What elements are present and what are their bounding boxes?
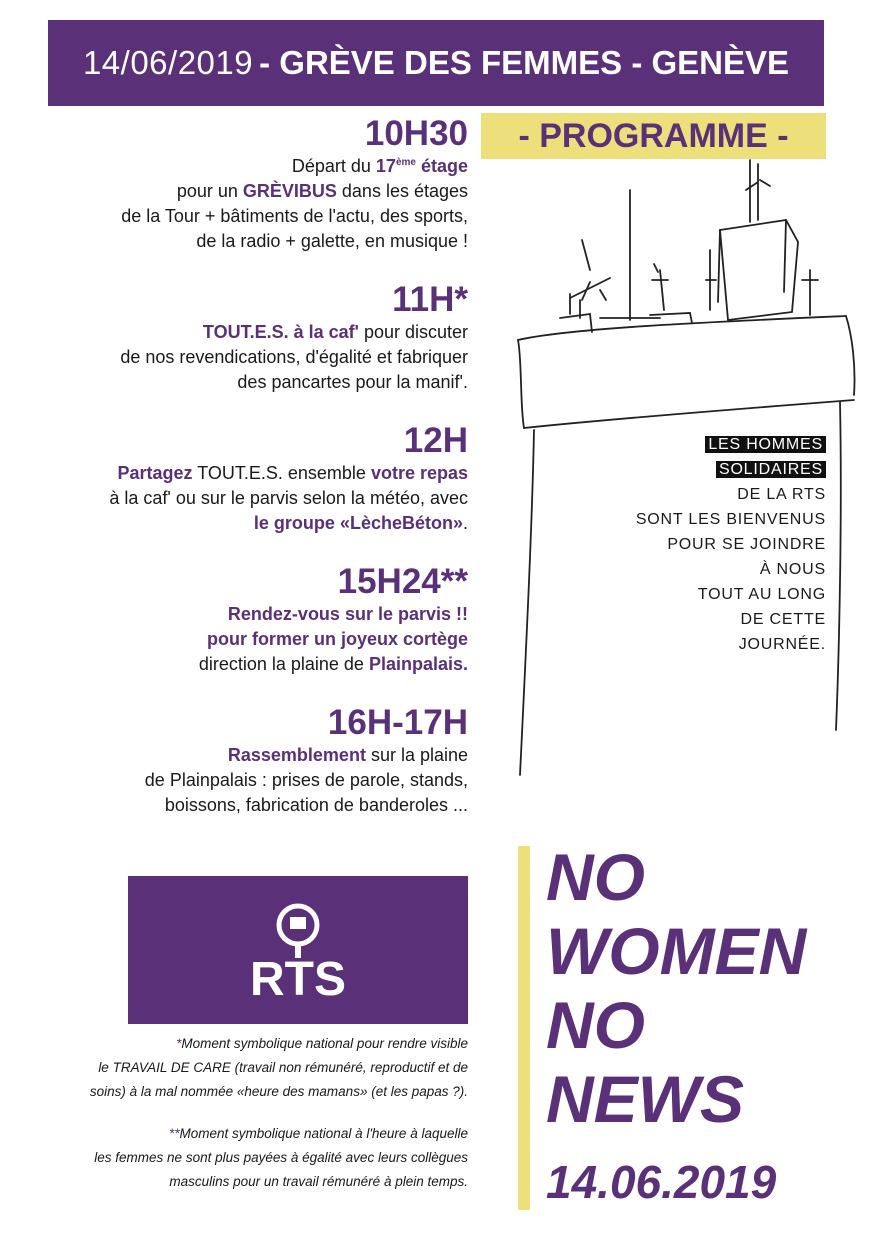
event-line: de Plainpalais : prises de parole, stands, xyxy=(144,770,468,790)
event-line: de la Tour + bâtiments de l'actu, des sports, xyxy=(121,206,468,226)
slogan-date: 14.06.2019 xyxy=(546,1156,777,1208)
solidaires-line: JOURNÉE. xyxy=(738,636,826,653)
text: le TRAVAIL DE CARE (travail non rémunéré, reproductif et de xyxy=(98,1060,468,1075)
solidaires-line: SOLIDAIRES xyxy=(716,461,826,478)
text: Moment symbolique national pour rendre visible xyxy=(181,1036,468,1051)
solidaires-message xyxy=(590,432,826,657)
yellow-accent-bar xyxy=(518,846,530,1210)
text-highlight: Partagez xyxy=(117,463,193,483)
event-line: Rendez-vous sur le parvis !! xyxy=(227,604,468,624)
footnote-marker: * xyxy=(176,1036,182,1051)
event-time: 12H xyxy=(403,421,468,460)
footnotes xyxy=(30,1032,468,1212)
header-banner xyxy=(48,20,824,106)
solidaires-line: LES HOMMES xyxy=(705,436,826,453)
solidaires-line: DE CETTE xyxy=(740,611,826,628)
text: soins) à la mal nommée «heure des mamans» (et les papas ?). xyxy=(89,1084,468,1099)
header-title: - GRÈVE DES FEMMES - GENÈVE xyxy=(259,44,790,81)
footnote-marker: ** xyxy=(168,1126,180,1141)
event-line: de nos revendications, d'égalité et fabriquer xyxy=(120,347,468,367)
solidaires-line: SONT LES BIENVENUS xyxy=(635,511,826,528)
footnote-1 xyxy=(30,1032,468,1104)
header-date: 14/06/2019 xyxy=(82,44,254,81)
slogan xyxy=(546,840,806,1136)
text: masculins pour un travail rémunéré à plein temps. xyxy=(169,1174,468,1189)
event-time: 15H24** xyxy=(337,562,468,601)
event-16h-17h xyxy=(40,703,468,818)
footnote-2 xyxy=(30,1122,468,1194)
text-highlight: le groupe «LècheBéton» xyxy=(253,513,463,533)
text: Départ du xyxy=(291,156,376,176)
event-1030 xyxy=(40,114,468,254)
slogan-line: NEWS xyxy=(546,1062,744,1136)
schedule xyxy=(40,114,468,844)
event-line: des pancartes pour la manif'. xyxy=(237,372,468,392)
rts-logo xyxy=(128,876,468,1024)
solidaires-line: POUR SE JOINDRE xyxy=(667,536,826,553)
event-time: 10H30 xyxy=(364,114,468,153)
text-highlight: votre repas xyxy=(370,463,468,483)
programme-label: - PROGRAMME - xyxy=(481,113,826,159)
rts-logo-text: RTS xyxy=(250,953,346,1005)
text: pour discuter xyxy=(358,322,468,342)
solidaires-line: TOUT AU LONG xyxy=(697,586,826,603)
text-highlight: Plainpalais. xyxy=(368,654,468,674)
event-time: 16H-17H xyxy=(327,703,468,742)
event-line: pour former un joyeux cortège xyxy=(206,629,468,649)
event-11h xyxy=(40,280,468,395)
text: TOUT.E.S. ensemble xyxy=(192,463,371,483)
text-highlight: Rassemblement xyxy=(227,745,366,765)
text-highlight: TOUT.E.S. à la caf' xyxy=(202,322,359,342)
event-time: 11H* xyxy=(392,280,468,319)
text: Moment symbolique national à l'heure à laquelle xyxy=(179,1126,468,1141)
superscript: ème xyxy=(395,157,416,168)
text: étage xyxy=(415,156,468,176)
event-line: boissons, fabrication de banderoles ... xyxy=(164,795,468,815)
text: 17 xyxy=(375,156,396,176)
text: sur la plaine xyxy=(365,745,468,765)
rts-logo-icon xyxy=(228,895,368,1005)
text: les femmes ne sont plus payées à égalité avec leurs collègues xyxy=(94,1150,468,1165)
slogan-line: NO xyxy=(546,988,645,1062)
slogan-line: WOMEN xyxy=(546,914,807,988)
solidaires-line: DE LA RTS xyxy=(737,486,826,503)
text: direction la plaine de xyxy=(198,654,369,674)
solidaires-line: À NOUS xyxy=(759,561,826,578)
text: pour un xyxy=(176,181,243,201)
text-highlight: GRÈVIBUS xyxy=(242,181,337,201)
event-line: à la caf' ou sur le parvis selon la météo, avec xyxy=(109,488,468,508)
event-line: de la radio + galette, en musique ! xyxy=(196,231,468,251)
text: dans les étages xyxy=(336,181,468,201)
event-15h24 xyxy=(40,562,468,677)
event-12h xyxy=(40,421,468,536)
text: . xyxy=(462,513,468,533)
slogan-line: NO xyxy=(546,840,645,914)
text-highlight xyxy=(376,156,468,176)
